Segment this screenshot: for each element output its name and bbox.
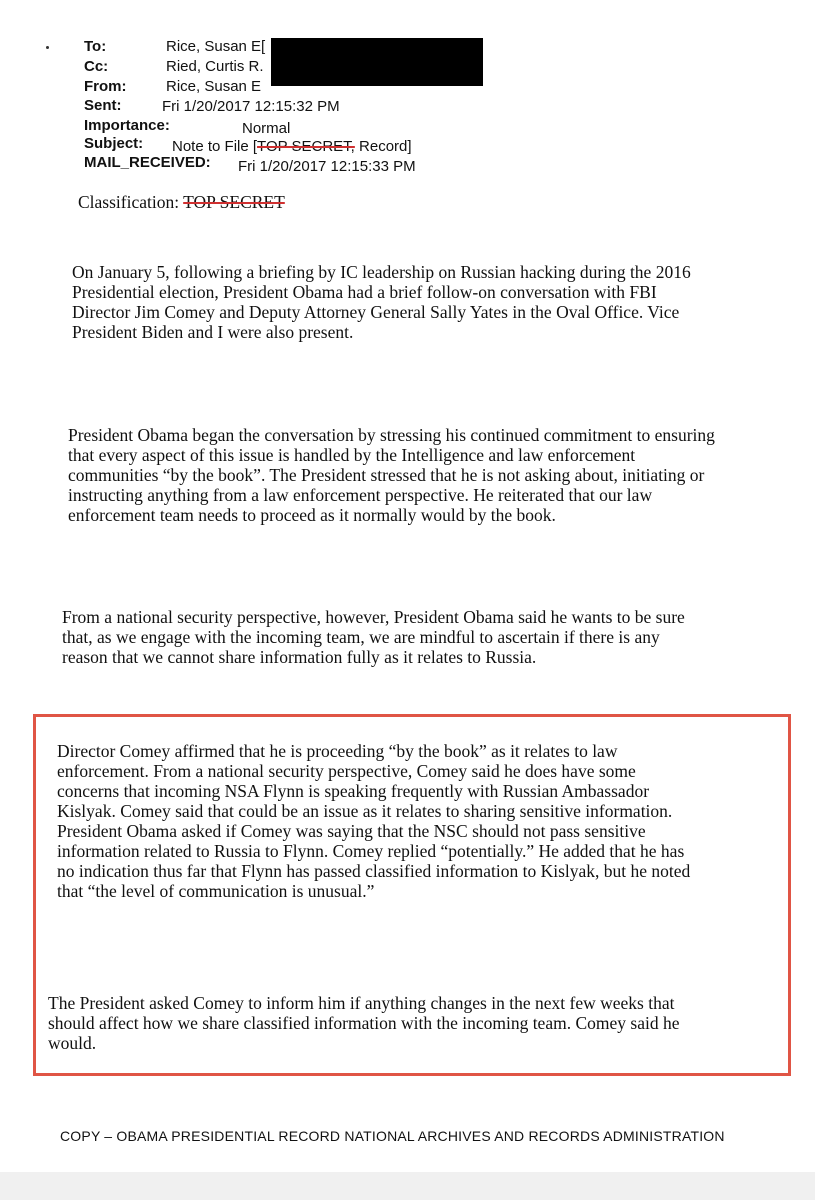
paragraph-line: communities “by the book”. The President stressed that he is not asking about, initiating or (68, 465, 705, 485)
paragraph-3 (62, 607, 685, 667)
classification-line (78, 192, 285, 212)
cc-value: Ried, Curtis R. (166, 58, 264, 75)
paragraph-line: Director Jim Comey and Deputy Attorney General Sally Yates in the Oval Office. Vice (72, 302, 680, 322)
paragraph-5 (48, 993, 679, 1053)
paragraph-line: enforcement. From a national security perspective, Comey said he does have some (57, 761, 636, 781)
paragraph-line: Presidential election, President Obama had a brief follow-on conversation with FBI (72, 282, 657, 302)
paragraph-line: reason that we cannot share information fully as it relates to Russia. (62, 647, 537, 667)
scan-speck (46, 46, 49, 49)
paragraph-line: On January 5, following a briefing by IC leadership on Russian hacking during the 2016 (72, 262, 691, 282)
mail-received-value: Fri 1/20/2017 12:15:33 PM (238, 158, 416, 175)
paragraph-line: should affect how we share classified information with the incoming team. Comey said he (48, 1013, 680, 1033)
importance-label: Importance: (84, 117, 170, 134)
paragraph-line: From a national security perspective, however, President Obama said he wants to be sure (62, 607, 685, 627)
paragraph-line: President Obama asked if Comey was saying that the NSC should not pass sensitive (57, 821, 646, 841)
paragraph-line: that, as we engage with the incoming team, we are mindful to ascertain if there is any (62, 627, 660, 647)
paragraph-line: President Biden and I were also present. (72, 322, 354, 342)
from-value: Rice, Susan E (166, 78, 262, 95)
sent-label: Sent: (84, 97, 122, 114)
classification-label: Classification: (78, 192, 180, 212)
paragraph-line: The President asked Comey to inform him if anything changes in the next few weeks that (48, 993, 675, 1013)
paragraph-4 (57, 741, 690, 901)
subject-value (172, 138, 412, 155)
paragraph-line: Kislyak. Comey said that could be an issue as it relates to sharing sensitive information. (57, 801, 673, 821)
to-value: Rice, Susan E[ (166, 38, 266, 55)
sent-value: Fri 1/20/2017 12:15:32 PM (162, 98, 340, 115)
subject-suffix: Record] (354, 138, 412, 155)
paragraph-line: would. (48, 1033, 97, 1053)
paragraph-line: Director Comey affirmed that he is proceeding “by the book” as it relates to law (57, 741, 618, 761)
page-bottom-margin (0, 1172, 815, 1200)
subject-prefix: Note to File [ (172, 138, 258, 155)
from-label: From: (84, 78, 127, 95)
paragraph-line: information related to Russia to Flynn. Comey replied “potentially.” He added that he has (57, 841, 685, 861)
redaction-bar (271, 38, 483, 86)
paragraph-1 (72, 262, 691, 342)
cc-label: Cc: (84, 58, 109, 75)
paragraph-line: that “the level of communication is unusual.” (57, 881, 375, 901)
paragraph-line: that every aspect of this issue is handled by the Intelligence and law enforcement (68, 445, 636, 465)
archive-footer: COPY – OBAMA PRESIDENTIAL RECORD NATIONAL ARCHIVES AND RECORDS ADMINISTRATION (60, 1128, 725, 1144)
paragraph-2 (68, 425, 715, 525)
paragraph-line: President Obama began the conversation by stressing his continued commitment to ensuring (68, 425, 715, 445)
subject-label: Subject: (84, 135, 144, 152)
to-label: To: (84, 38, 107, 55)
paragraph-line: enforcement team needs to proceed as it normally would by the book. (68, 505, 556, 525)
paragraph-line: concerns that incoming NSA Flynn is speaking frequently with Russian Ambassador (57, 781, 650, 801)
paragraph-line: instructing anything from a law enforcement perspective. He reiterated that our law (68, 485, 653, 505)
classification-struck-value: TOP SECRET (183, 192, 285, 212)
subject-struck-text: TOP SECRET, (257, 138, 355, 155)
importance-value: Normal (242, 120, 291, 137)
paragraph-line: no indication thus far that Flynn has passed classified information to Kislyak, but he noted (57, 861, 691, 881)
mail-received-label: MAIL_RECEIVED: (84, 154, 211, 171)
